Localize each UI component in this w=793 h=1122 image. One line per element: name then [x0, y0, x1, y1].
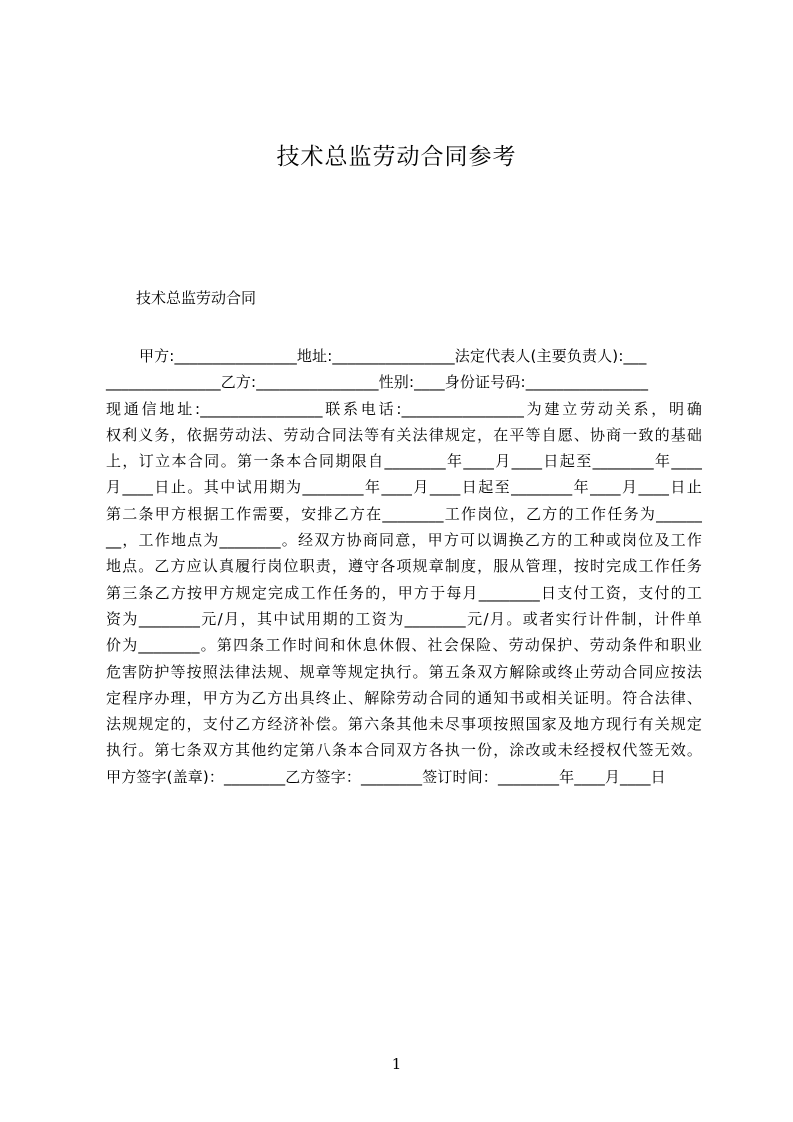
body-line: 第二条甲方根据工作需要，安排乙方在________工作岗位，乙方的工作任务为______	[106, 504, 702, 523]
body-line: 法规规定的，支付乙方经济补偿。第六条其他未尽事项按照国家及地方现行有关规定	[106, 715, 702, 734]
body-line: 危害防护等按照法律法规、规章等规定执行。第五条双方解除或终止劳动合同应按法	[106, 662, 702, 681]
body-line: 价为________。第四条工作时间和休息休假、社会保险、劳动保护、劳动条件和职业	[106, 636, 702, 655]
body-line: __，工作地点为________。经双方协商同意，甲方可以调换乙方的工种或岗位及工作	[106, 531, 702, 550]
body-line: 地点。乙方应认真履行岗位职责，遵守各项规章制度，服从管理，按时完成工作任务	[106, 557, 702, 576]
body-line: 现通信地址:________________联系电话:________________为建立劳动关系，明确	[106, 399, 702, 418]
body-line: 甲方:________________地址:________________法定代表人(主要负责人):___	[139, 347, 647, 365]
body-line: 执行。第七条双方其他约定第八条本合同双方各执一份，涂改或未经授权代签无效。	[106, 741, 702, 760]
body-line: 月____日止。其中试用期为________年____月____日起至________年____月____日止	[106, 478, 702, 497]
body-line: 上，订立本合同。第一条本合同期限自________年____月____日起至________年____	[106, 452, 702, 471]
body-line: 权利义务，依据劳动法、劳动合同法等有关法律规定，在平等自愿、协商一致的基础	[106, 425, 702, 444]
body-line: 资为________元/月，其中试用期的工资为________元/月。或者实行计件制，计件单	[106, 609, 702, 628]
body-line: 定程序办理，甲方为乙方出具终止、解除劳动合同的通知书或相关证明。符合法律、	[106, 688, 702, 707]
page-number: 1	[391, 1055, 402, 1073]
contract-body	[106, 343, 702, 790]
signature-line: 甲方签字(盖章)：________乙方签字：________签订时间：________年____月____日	[106, 767, 666, 786]
page-title: 技术总监劳动合同参考	[276, 144, 517, 170]
contract-subtitle: 技术总监劳动合同	[136, 289, 257, 307]
body-line: 第三条乙方按甲方规定完成工作任务的，甲方于每月________日支付工资，支付的工	[106, 583, 702, 602]
body-line: _______________乙方:________________性别:____身份证号码:________________	[106, 373, 649, 392]
